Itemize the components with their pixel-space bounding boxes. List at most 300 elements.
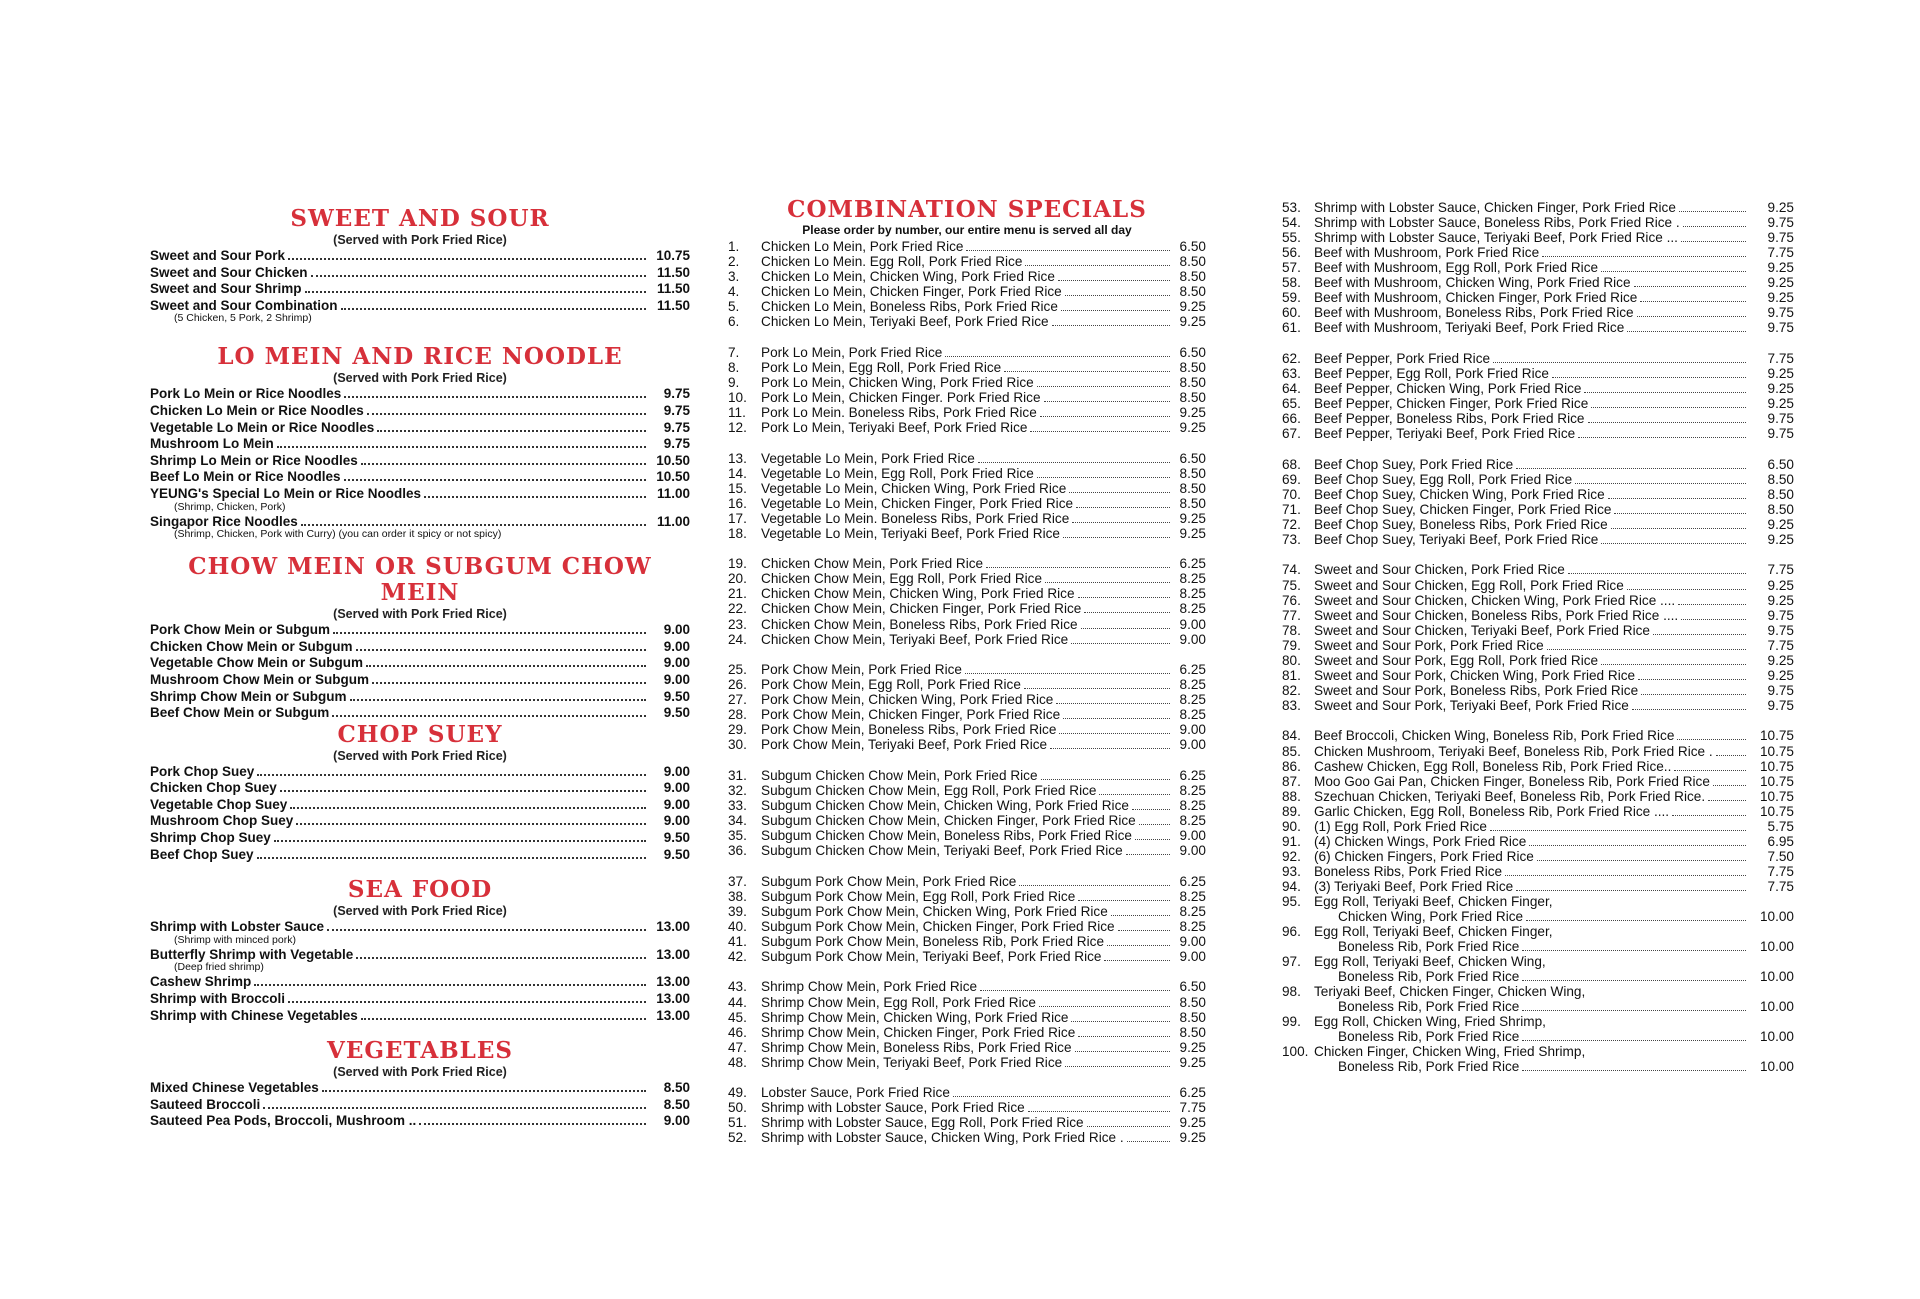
combo-item [728, 768, 1206, 783]
dot-leader [366, 665, 646, 667]
dot-leader [1608, 498, 1746, 499]
item-price: 9.25 [1767, 667, 1794, 683]
dot-leader [1132, 809, 1170, 810]
item-description: Vegetable Lo Mein, Chicken Finger, Pork Fried Rice [761, 495, 1074, 511]
combo-item [1282, 366, 1794, 381]
combo-item [1282, 260, 1794, 275]
item-name: Butterfly Shrimp with Vegetable [150, 946, 354, 962]
dot-leader [1653, 634, 1746, 635]
item-number: 95. [1282, 893, 1301, 909]
dot-leader [1683, 226, 1746, 227]
combo-item [1282, 804, 1794, 819]
item-number: 2. [728, 254, 740, 270]
dot-leader [1111, 915, 1170, 916]
menu-section-chow-mein [150, 554, 690, 722]
item-name: Mixed Chinese Vegetables [150, 1080, 319, 1096]
section-subtitle: (Served with Pork Fried Rice) [333, 1065, 507, 1080]
combo-item [728, 526, 1206, 541]
dot-leader [1071, 1021, 1170, 1022]
menu-item [150, 991, 690, 1008]
dot-leader [1627, 589, 1746, 590]
item-price: 8.50 [1767, 501, 1794, 517]
dot-leader [1104, 960, 1170, 961]
item-price: 8.50 [1179, 465, 1206, 481]
item-number: 68. [1282, 456, 1301, 472]
item-description: Chicken Finger, Chicken Wing, Fried Shrimp, [1314, 1044, 1586, 1060]
combo-item [728, 1100, 1206, 1115]
item-number: 82. [1282, 682, 1301, 698]
item-number: 98. [1282, 984, 1301, 1000]
item-number: 26. [728, 677, 747, 693]
item-number: 22. [728, 601, 747, 617]
combo-item [728, 1115, 1206, 1130]
dot-leader [945, 356, 1170, 357]
dot-leader [986, 567, 1170, 568]
item-description: Cashew Chicken, Egg Roll, Boneless Rib, Pork Fried Rice.. [1314, 758, 1672, 774]
dot-leader [1107, 945, 1170, 946]
dot-leader [1030, 431, 1170, 432]
combo-item [728, 345, 1206, 360]
item-description: Shrimp with Lobster Sauce, Pork Fried Rice [761, 1100, 1025, 1116]
item-price: 8.25 [1179, 692, 1206, 708]
combo-item [728, 919, 1206, 934]
item-price: 10.75 [1759, 788, 1794, 804]
item-number: 15. [728, 480, 747, 496]
item-number: 10. [728, 389, 747, 405]
item-price: 8.50 [1179, 389, 1206, 405]
item-description: (6) Chicken Fingers, Pork Fried Rice [1314, 848, 1534, 864]
item-price: 9.00 [1179, 631, 1206, 647]
item-number: 19. [728, 556, 747, 572]
item-number: 66. [1282, 411, 1301, 427]
dot-leader [1713, 785, 1746, 786]
combo-item [728, 632, 1206, 647]
dot-leader [356, 957, 646, 959]
item-number: 6. [728, 314, 740, 330]
item-description: Pork Chow Mein, Egg Roll, Pork Fried Rice [761, 677, 1021, 693]
item-price: 8.50 [1179, 495, 1206, 511]
item-name: Mushroom Chow Mein or Subgum [150, 671, 369, 687]
item-number: 45. [728, 1009, 747, 1025]
dot-leader [1614, 513, 1746, 514]
menu-item [150, 453, 690, 470]
item-number: 33. [728, 798, 747, 813]
item-number: 75. [1282, 577, 1301, 593]
dot-leader [1516, 890, 1746, 891]
item-number: 46. [728, 1024, 747, 1040]
dot-leader [966, 250, 1170, 251]
menu-item [150, 403, 690, 420]
dot-leader [311, 275, 646, 277]
item-number: 42. [728, 948, 747, 964]
section-title: CHOP SUEY [337, 720, 503, 748]
item-name: Mushroom Chop Suey [150, 813, 294, 829]
item-name: Shrimp Lo Mein or Rice Noodles [150, 452, 358, 468]
item-name: Vegetable Lo Mein or Rice Noodles [150, 419, 375, 435]
item-description: Subgum Pork Chow Mein, Egg Roll, Pork Fried Rice [761, 888, 1076, 904]
item-number: 23. [728, 616, 747, 632]
combo-group [728, 239, 1206, 329]
item-description: Beef Pepper, Teriyaki Beef, Pork Fried Rice [1314, 426, 1576, 442]
item-description: Sweet and Sour Pork, Chicken Wing, Pork Fried Rice [1314, 667, 1636, 683]
combo-item [1282, 411, 1794, 426]
item-number: 63. [1282, 365, 1301, 381]
dot-leader [1028, 1111, 1170, 1112]
dot-leader [1681, 619, 1746, 620]
combo-group [728, 451, 1206, 541]
item-price: 9.75 [1767, 411, 1794, 427]
item-number: 78. [1282, 622, 1301, 638]
combo-item [728, 601, 1206, 616]
item-price: 9.00 [663, 638, 690, 654]
item-price: 7.75 [1767, 878, 1794, 894]
item-description: Beef with Mushroom, Egg Roll, Pork Fried Rice [1314, 260, 1599, 276]
item-number: 59. [1282, 290, 1301, 306]
combo-item [728, 722, 1206, 737]
item-number: 52. [728, 1130, 747, 1146]
item-number: 44. [728, 994, 747, 1010]
item-price: 7.75 [1767, 245, 1794, 261]
dot-leader [1052, 325, 1170, 326]
dot-leader [257, 857, 646, 859]
combo-item-continuation [1282, 909, 1794, 924]
combo-group [1282, 562, 1794, 712]
item-number: 60. [1282, 305, 1301, 321]
item-price: 9.00 [1179, 722, 1206, 738]
menu-item [150, 514, 690, 541]
item-price: 6.50 [1767, 456, 1794, 472]
combo-group [1282, 200, 1794, 335]
item-price: 8.50 [1179, 269, 1206, 285]
item-description: Sweet and Sour Chicken, Chicken Wing, Pork Fried Rice .... [1314, 592, 1676, 608]
item-price: 7.75 [1767, 562, 1794, 578]
dot-leader [361, 1018, 646, 1020]
section-subtitle: (Served with Pork Fried Rice) [333, 748, 507, 763]
item-number: 21. [728, 586, 747, 602]
item-description: Beef Chop Suey, Pork Fried Rice [1314, 456, 1514, 472]
menu-item [150, 813, 690, 830]
item-price: 7.75 [1767, 350, 1794, 366]
item-description: Shrimp with Lobster Sauce, Chicken Finger, Pork Fried Rice [1314, 200, 1676, 215]
item-description: Shrimp Chow Mein, Teriyaki Beef, Pork Fried Rice [761, 1054, 1063, 1070]
item-price: 8.50 [1179, 994, 1206, 1010]
item-number: 48. [728, 1054, 747, 1070]
item-price: 8.50 [1179, 284, 1206, 300]
dot-leader [1529, 845, 1746, 846]
dot-leader [263, 1107, 646, 1109]
menu-item [150, 947, 690, 974]
combo-item [1282, 578, 1794, 593]
item-price: 10.00 [1759, 1029, 1794, 1045]
item-description: Pork Chow Mein, Boneless Ribs, Pork Fried Rice [761, 722, 1057, 738]
item-number: 14. [728, 465, 747, 481]
dot-leader [965, 673, 1170, 674]
dot-leader [305, 291, 646, 293]
item-number: 38. [728, 888, 747, 904]
item-price: 9.25 [1767, 516, 1794, 532]
item-description: Shrimp Chow Mein, Chicken Finger, Pork Fried Rice [761, 1024, 1076, 1040]
combo-group [1282, 728, 1794, 1074]
item-number: 67. [1282, 426, 1301, 442]
item-price: 7.75 [1767, 863, 1794, 879]
dot-leader [1084, 612, 1170, 613]
menu-item [150, 248, 690, 265]
combo-item [1282, 759, 1794, 774]
dot-leader [367, 413, 646, 415]
item-price: 9.25 [1767, 260, 1794, 276]
item-description: Subgum Pork Chow Mein, Chicken Wing, Pork Fried Rice [761, 903, 1108, 919]
section-subtitle: (Served with Pork Fried Rice) [333, 904, 507, 919]
combo-item [728, 1010, 1206, 1025]
dot-leader [1078, 900, 1170, 901]
dot-leader [280, 790, 646, 792]
item-number: 27. [728, 692, 747, 708]
item-description-cont: Boneless Rib, Pork Fried Rice [1338, 1029, 1520, 1045]
item-description: Shrimp Chow Mein, Chicken Wing, Pork Fried Rice [761, 1009, 1069, 1025]
dot-leader [1632, 709, 1746, 710]
combo-item [728, 662, 1206, 677]
item-price: 9.25 [1179, 1130, 1206, 1146]
combo-item [1282, 864, 1794, 879]
item-description: Beef Chop Suey, Teriyaki Beef, Pork Fried Rice [1314, 531, 1599, 547]
item-number: 73. [1282, 531, 1301, 547]
item-price: 7.75 [1179, 1100, 1206, 1116]
item-price: 9.75 [663, 419, 690, 435]
item-number: 39. [728, 903, 747, 919]
dot-leader [1637, 316, 1746, 317]
item-price: 9.50 [663, 705, 690, 721]
item-description: Chicken Lo Mein, Boneless Ribs, Pork Fried Rice [761, 299, 1058, 315]
item-price: 9.25 [1179, 404, 1206, 420]
item-description: Subgum Chicken Chow Mein, Teriyaki Beef, Pork Fried Rice [761, 843, 1123, 859]
combo-item [1282, 290, 1794, 305]
dot-leader [350, 699, 647, 701]
item-number: 49. [728, 1085, 747, 1101]
item-description: Vegetable Lo Mein. Boneless Ribs, Pork Fried Rice [761, 510, 1070, 526]
item-note: (Shrimp with minced pork) [174, 933, 296, 946]
item-price: 10.75 [1759, 773, 1794, 789]
combo-item [1282, 728, 1794, 743]
dot-leader [1078, 1036, 1170, 1037]
item-price: 8.50 [663, 1096, 690, 1112]
dot-leader [1063, 718, 1170, 719]
item-description: Szechuan Chicken, Teriyaki Beef, Boneless Rib, Pork Fried Rice. [1314, 788, 1706, 804]
combo-item [1282, 200, 1794, 215]
item-description: Shrimp with Lobster Sauce, Egg Roll, Pork Fried Rice [761, 1115, 1084, 1131]
item-number: 28. [728, 707, 747, 723]
combo-group [1282, 457, 1794, 547]
combo-item [728, 828, 1206, 843]
combo-item-line [1282, 984, 1794, 999]
combo-item [728, 949, 1206, 964]
combo-item-continuation [1282, 969, 1794, 984]
menu-item [150, 830, 690, 847]
item-name: Pork Lo Mein or Rice Noodles [150, 386, 342, 402]
menu-section-sweet-sour [150, 206, 690, 324]
item-description: Vegetable Lo Mein, Teriyaki Beef, Pork Fried Rice [761, 525, 1060, 541]
item-description: Pork Chow Mein, Pork Fried Rice [761, 662, 962, 678]
item-description: Beef Pepper, Egg Roll, Pork Fried Rice [1314, 365, 1549, 381]
item-price: 8.50 [1179, 254, 1206, 270]
item-description: (1) Egg Roll, Pork Fried Rice [1314, 818, 1487, 834]
dot-leader [1099, 794, 1170, 795]
item-description: Beef Pepper, Chicken Wing, Pork Fried Rice [1314, 381, 1582, 397]
item-description: Beef Chop Suey, Boneless Ribs, Pork Fried Rice [1314, 516, 1608, 532]
item-price: 10.00 [1759, 1059, 1794, 1075]
item-price: 9.25 [1767, 275, 1794, 291]
item-price: 10.00 [1759, 969, 1794, 985]
combo-item [728, 737, 1206, 752]
item-price: 8.25 [1179, 918, 1206, 934]
dot-leader [1025, 265, 1170, 266]
item-price: 9.00 [1179, 616, 1206, 632]
dot-leader [333, 632, 646, 634]
combo-item [1282, 517, 1794, 532]
item-number: 57. [1282, 260, 1301, 276]
item-name: Cashew Shrimp [150, 974, 252, 990]
item-price: 9.75 [1767, 230, 1794, 246]
item-description: Beef Chop Suey, Egg Roll, Pork Fried Rice [1314, 471, 1573, 487]
menu-item [150, 622, 690, 639]
item-description: Subgum Pork Chow Mein, Boneless Rib, Pork Fried Rice [761, 933, 1105, 949]
menu-item [150, 1080, 690, 1097]
item-price: 9.00 [663, 796, 690, 812]
combo-group [728, 768, 1206, 858]
item-number: 43. [728, 979, 747, 995]
item-name: Sweet and Sour Chicken [150, 264, 308, 280]
combo-item [728, 254, 1206, 269]
item-description: Subgum Chicken Chow Mein, Pork Fried Rice [761, 767, 1038, 783]
item-price: 9.00 [663, 780, 690, 796]
item-price: 9.25 [1179, 510, 1206, 526]
item-name: Sweet and Sour Combination [150, 297, 338, 313]
item-price: 13.00 [656, 946, 690, 962]
item-description: Sweet and Sour Pork, Pork Fried Rice [1314, 637, 1544, 653]
item-price: 10.00 [1759, 999, 1794, 1015]
item-number: 99. [1282, 1014, 1301, 1030]
item-description: Pork Chow Mein, Teriyaki Beef, Pork Fried Rice [761, 737, 1048, 753]
item-number: 1. [728, 239, 740, 254]
item-number: 11. [728, 404, 746, 420]
item-description: Beef Broccoli, Chicken Wing, Boneless Rib, Pork Fried Rice [1314, 728, 1675, 744]
combo-item [1282, 320, 1794, 335]
combo-item [728, 451, 1206, 466]
item-description: Chicken Chow Mein, Egg Roll, Pork Fried Rice [761, 571, 1043, 587]
item-number: 70. [1282, 486, 1301, 502]
item-description: Chicken Chow Mein, Teriyaki Beef, Pork Fried Rice [761, 631, 1069, 647]
item-description: Egg Roll, Chicken Wing, Fried Shrimp, [1314, 1014, 1546, 1030]
item-price: 10.75 [1759, 728, 1794, 744]
dot-leader [1575, 483, 1746, 484]
combo-item [728, 1025, 1206, 1040]
combo-item [728, 843, 1206, 858]
combo-item [1282, 426, 1794, 441]
combo-item [728, 390, 1206, 405]
section-subtitle: (Served with Pork Fried Rice) [333, 233, 507, 247]
item-price: 9.25 [1767, 290, 1794, 306]
combo-item [1282, 683, 1794, 698]
item-price: 10.00 [1759, 939, 1794, 955]
dot-leader [274, 840, 646, 842]
item-number: 40. [728, 918, 747, 934]
item-name: Mushroom Lo Mein [150, 436, 274, 452]
menu-item [150, 1113, 690, 1130]
item-price: 8.25 [1179, 601, 1206, 617]
item-name: Shrimp Chop Suey [150, 830, 271, 846]
dot-leader [1071, 643, 1170, 644]
combo-item [1282, 381, 1794, 396]
item-name: Beef Chop Suey [150, 846, 254, 862]
menu-item [150, 672, 690, 689]
dot-leader [1063, 537, 1170, 538]
item-description: Pork Lo Mein, Chicken Finger. Pork Fried Rice [761, 389, 1041, 405]
dot-leader [1611, 528, 1746, 529]
item-description: Beef Pepper, Boneless Ribs, Pork Fried Rice [1314, 411, 1585, 427]
combo-item [1282, 457, 1794, 472]
item-price: 9.25 [1767, 592, 1794, 608]
item-price: 9.25 [1767, 396, 1794, 412]
item-price: 9.25 [1767, 531, 1794, 547]
combo-item [1282, 744, 1794, 759]
item-price: 6.50 [1179, 450, 1206, 466]
dot-leader [1679, 211, 1746, 212]
dot-leader [1045, 582, 1170, 583]
item-price: 9.25 [1179, 1115, 1206, 1131]
item-price: 8.50 [1767, 471, 1794, 487]
combo-group [728, 979, 1206, 1069]
item-description: Sweet and Sour Chicken, Pork Fried Rice [1314, 562, 1565, 578]
item-price: 9.25 [1179, 299, 1206, 315]
menu-item [150, 486, 690, 513]
combo-item [728, 1040, 1206, 1055]
dot-leader [1061, 310, 1170, 311]
dot-leader [1522, 1010, 1746, 1011]
item-description: Shrimp with Lobster Sauce, Chicken Wing, Pork Fried Rice . [761, 1130, 1124, 1146]
item-description: Lobster Sauce, Pork Fried Rice [761, 1085, 950, 1101]
dot-leader [1640, 301, 1746, 302]
dot-leader [1050, 748, 1170, 749]
combo-item [728, 1130, 1206, 1145]
combo-item-continuation [1282, 1059, 1794, 1074]
item-description: Beef Pepper, Pork Fried Rice [1314, 350, 1491, 366]
item-number: 90. [1282, 818, 1301, 834]
menu-item [150, 797, 690, 814]
combo-item-continuation [1282, 1029, 1794, 1044]
item-price: 9.75 [1767, 305, 1794, 321]
item-number: 61. [1282, 320, 1301, 336]
item-price: 6.50 [1179, 979, 1206, 995]
dot-leader [1678, 604, 1746, 605]
dot-leader [980, 990, 1170, 991]
dot-leader [1641, 694, 1746, 695]
item-price: 8.25 [1179, 903, 1206, 919]
item-price: 10.75 [1759, 803, 1794, 819]
item-description: Egg Roll, Teriyaki Beef, Chicken Finger, [1314, 924, 1553, 940]
item-number: 100. [1282, 1044, 1309, 1060]
item-description: Chicken Lo Mein, Pork Fried Rice [761, 239, 964, 254]
item-number: 64. [1282, 381, 1301, 397]
item-name: Shrimp with Chinese Vegetables [150, 1007, 358, 1023]
item-price: 7.50 [1767, 848, 1794, 864]
item-name: Vegetable Chop Suey [150, 796, 288, 812]
combo-item [1282, 668, 1794, 683]
item-number: 25. [728, 662, 747, 678]
item-price: 9.50 [663, 830, 690, 846]
item-number: 81. [1282, 667, 1301, 683]
dot-leader [1004, 371, 1170, 372]
dot-leader [1547, 649, 1746, 650]
combo-item [728, 904, 1206, 919]
